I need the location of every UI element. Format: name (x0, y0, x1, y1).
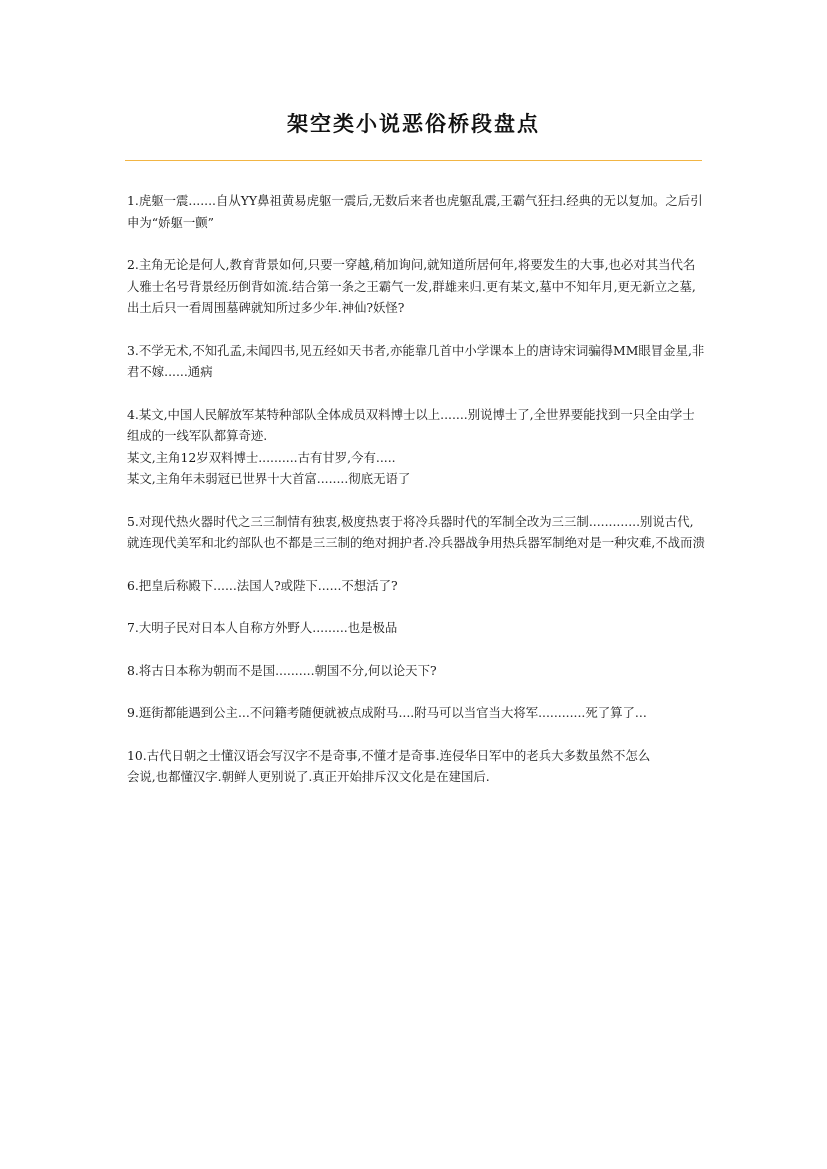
item-line: 某文,主角12岁双料博士..........古有甘罗,今有..... (127, 449, 396, 465)
title-divider (125, 160, 702, 161)
list-item (127, 702, 705, 724)
list-item (127, 617, 705, 639)
item-line: 2.主角无论是何人,教育背景如何,只要一穿越,稍加询问,就知道所居何年,将要发生的大事,也必对其当代名人雅士名号背景经历倒背如流.结合第一条之王霸气一发,群雄来归.更有某文,墓中不知年月,更无新立之墓,出土后只一看周围墓碑就知所过多少年.神仙?妖怪? (127, 257, 696, 315)
item-line: 5.对现代热火器时代之三三制情有独衷,极度热衷于将冷兵器时代的军制全改为三三制.............别说古代,就连现代美军和北约部队也不都是三三制的绝对拥护者.冷兵器战争用热兵器军制绝对是一种灾难,不战而溃 (127, 513, 705, 550)
item-line: 7.大明子民对日本人自称方外野人.........也是极品 (127, 620, 398, 635)
item-line: 3.不学无术,不知孔孟,未闻四书,见五经如天书者,亦能靠几首中小学课本上的唐诗宋词骗得MM眼冒金星,非君不嫁......通病 (127, 342, 705, 379)
list-item (127, 340, 705, 383)
item-line: 6.把皇后称殿下......法国人?或陛下......不想活了? (127, 577, 398, 593)
list-item (127, 660, 705, 682)
item-line: 某文,主角年未弱冠已世界十大首富........彻底无语了 (127, 471, 411, 486)
document-body (127, 190, 705, 809)
list-item (127, 254, 705, 319)
item-line: 10.古代日朝之士懂汉语会写汉字不是奇事,不懂才是奇事.连侵华日军中的老兵大多数虽然不怎么 (127, 747, 651, 763)
list-item (127, 511, 705, 554)
list-item (127, 745, 705, 788)
item-line: 会说,也都懂汉字.朝鲜人更别说了.真正开始排斥汉文化是在建国后. (127, 769, 490, 784)
item-line: 1.虎躯一震.......自从YY鼻祖黄易虎躯一震后,无数后来者也虎躯乱震,王霸气狂扫.经典的无以复加。之后引申为“娇躯一颤” (127, 193, 703, 230)
item-line: 4.某文,中国人民解放军某特种部队全体成员双料博士以上.......别说博士了,全世界要能找到一只全由学士组成的一线军队都算奇迹. (127, 406, 695, 443)
list-item (127, 404, 705, 490)
item-line: 9.逛街都能遇到公主...不问籍考随便就被点成附马....附马可以当官当大将军............死了算了... (127, 705, 647, 720)
item-line: 8.将古日本称为朝而不是国..........朝国不分,何以论天下? (127, 662, 437, 678)
list-item (127, 190, 705, 233)
list-item (127, 575, 705, 597)
page-title: 架空类小说恶俗桥段盘点 (287, 112, 540, 136)
